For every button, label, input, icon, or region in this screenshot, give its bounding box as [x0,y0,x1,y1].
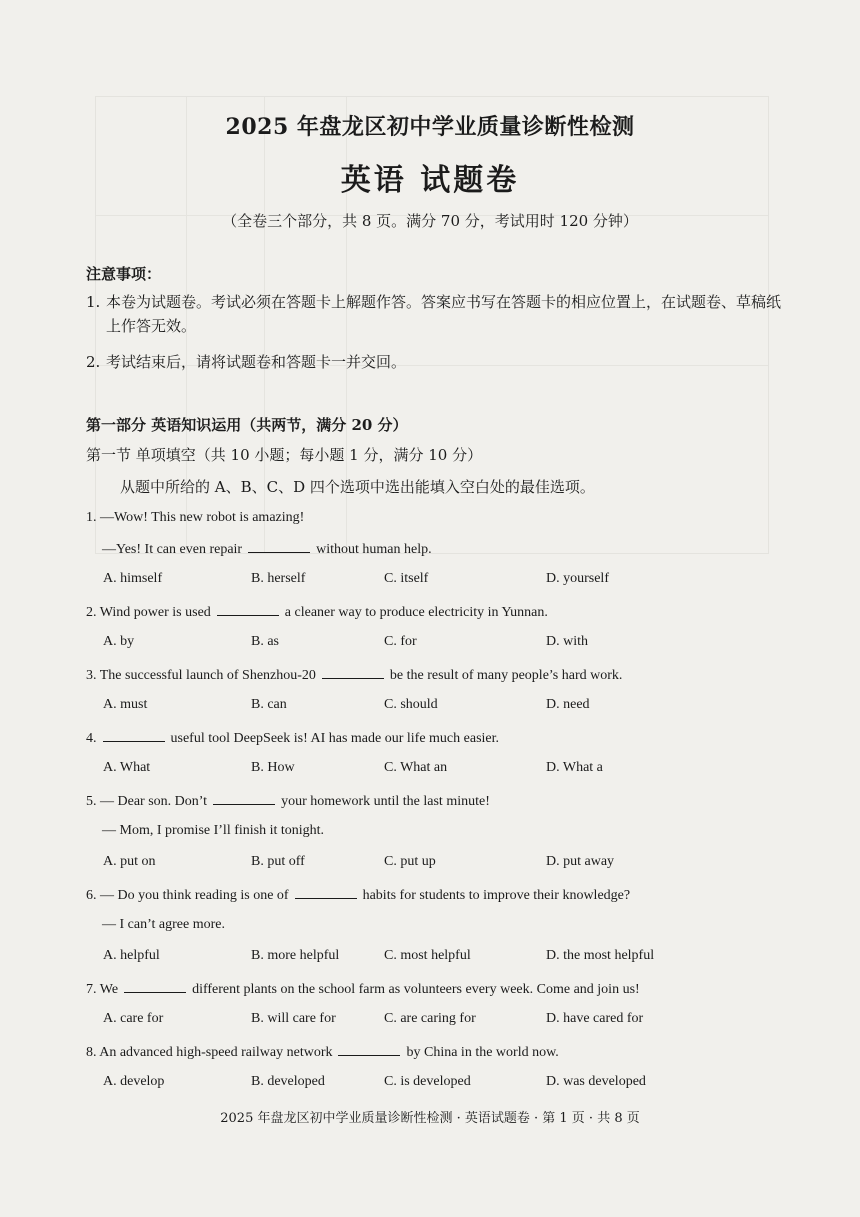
option-d: D. have cared for [546,1011,644,1026]
answer-blank [103,729,165,742]
option-d: D. put away [546,854,615,869]
option-a: A. himself [103,571,163,586]
option-a: A. helpful [103,948,160,963]
answer-blank [295,886,357,899]
option-d: D. was developed [546,1074,646,1089]
answer-blank [322,666,384,679]
option-c: C. for [384,634,417,649]
option-d: D. need [546,697,590,712]
answer-blank [217,603,279,616]
question-6-line2: — I can’t agree more. [102,917,225,932]
option-c: C. put up [384,854,436,869]
option-b: B. herself [251,571,306,586]
option-b: B. as [251,634,279,649]
question-1-line2: —Yes! It can even repair without human help. [102,542,432,557]
option-c: C. What an [384,760,448,775]
exam-info: （全卷三个部分，共 8 页。满分 70 分，考试用时 120 分钟） [222,212,638,230]
answer-blank [338,1043,400,1056]
option-d: D. the most helpful [546,948,655,963]
option-b: B. more helpful [251,948,340,963]
option-d: D. with [546,634,588,649]
option-b: B. put off [251,854,305,869]
option-c: C. most helpful [384,948,471,963]
option-d: D. What a [546,760,603,775]
option-c: C. itself [384,571,429,586]
option-a: A. by [103,634,135,649]
option-b: B. developed [251,1074,325,1089]
question-4: 4. useful tool DeepSeek is! AI has made our life much easier. [86,731,500,746]
option-a: A. must [103,697,148,712]
option-c: C. is developed [384,1074,471,1089]
option-d: D. yourself [546,571,609,586]
instruction: 从题中所给的 A、B、C、D 四个选项中选出能填入空白处的最佳选项。 [120,478,595,496]
option-b: B. How [251,760,295,775]
question-6: 6. — Do you think reading is one of habits for students to improve their knowledge? [86,888,631,903]
question-5: 5. — Dear son. Don’t your homework until the last minute! [86,794,490,809]
page-footer: 2025 年盘龙区初中学业质量诊断性检测 · 英语试题卷 · 第 1 页 · 共 8 页 [220,1111,640,1126]
answer-blank [124,980,186,993]
option-a: A. care for [103,1011,164,1026]
answer-blank [248,540,310,553]
question-2: 2. Wind power is used a cleaner way to produce electricity in Yunnan. [86,605,548,620]
option-c: C. are caring for [384,1011,476,1026]
answer-blank [213,792,275,805]
option-b: B. will care for [251,1011,336,1026]
option-b: B. can [251,697,287,712]
exam-title: 2025 年盘龙区初中学业质量诊断性检测 [225,114,635,140]
option-c: C. should [384,697,438,712]
question-1: 1. —Wow! This new robot is amazing! [86,510,305,525]
part-heading: 第一部分 英语知识运用（共两节，满分 20 分） [86,416,408,434]
question-8: 8. An advanced high-speed railway network by China in the world now. [86,1045,559,1060]
option-a: A. put on [103,854,156,869]
question-5-line2: — Mom, I promise I’ll finish it tonight. [102,823,325,838]
option-a: A. What [103,760,151,775]
notice-item: 2. 考试结束后，请将试题卷和答题卡一并交回。 [86,353,407,371]
question-3: 3. The successful launch of Shenzhou-20 be the result of many people’s hard work. [86,668,623,683]
section-heading: 第一节 单项填空（共 10 小题；每小题 1 分，满分 10 分） [86,446,483,464]
subject-title: 英语 试题卷 [340,163,520,198]
question-7: 7. We different plants on the school farm as volunteers every week. Come and join us! [86,982,640,997]
notice-item: 1. 本卷为试题卷。考试必须在答题卡上解题作答。答案应书写在答题卡的相应位置上，在试题卷、草稿纸上作答无效。 [86,293,782,335]
notice-heading: 注意事项： [86,265,162,283]
option-a: A. develop [103,1074,165,1089]
